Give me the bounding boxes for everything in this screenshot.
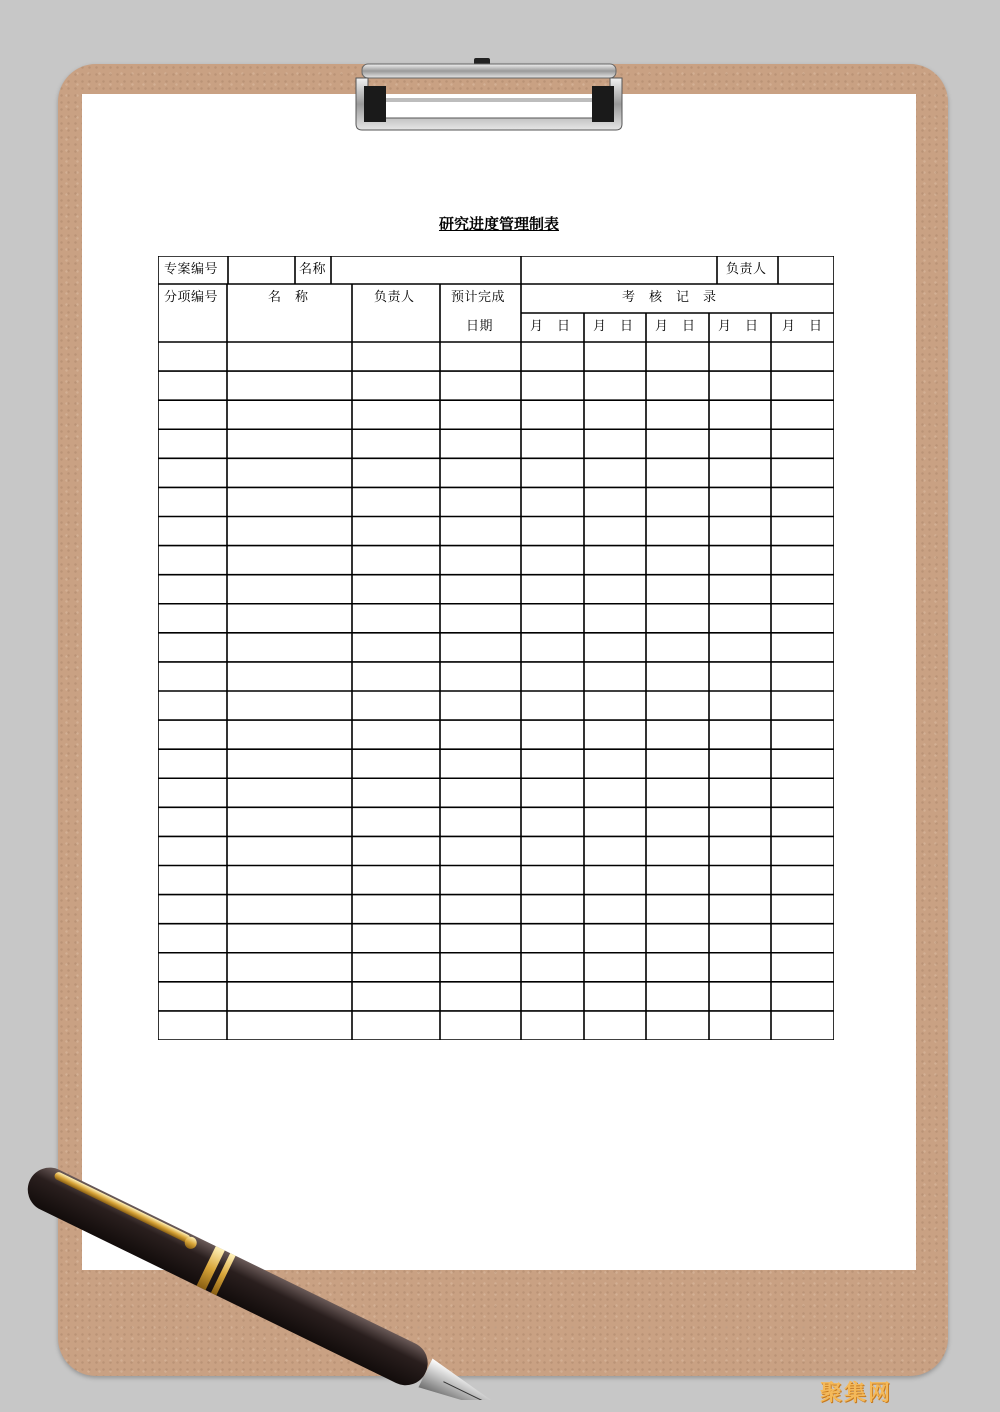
month-day-label-3: 月 日 (655, 319, 696, 334)
review-record-header: 考 核 记 录 (622, 290, 717, 305)
month-day-label-5: 月 日 (782, 319, 823, 334)
progress-table (158, 256, 834, 1040)
fountain-pen-icon (0, 1150, 540, 1400)
project-owner-label: 负责人 (726, 262, 767, 277)
project-name-label: 名称 (299, 262, 327, 277)
project-no-label: 专案编号 (164, 262, 219, 277)
clipboard-clip-icon (352, 58, 626, 132)
item-owner-header: 负责人 (374, 290, 415, 305)
item-no-header: 分项编号 (164, 290, 219, 305)
form-title: 研究进度管理制表 (438, 215, 559, 233)
watermark-text: 聚集网 (820, 1381, 893, 1406)
planned-done-header-line1: 预计完成 (451, 290, 506, 305)
planned-done-header-line2: 日期 (466, 319, 494, 334)
month-day-label-1: 月 日 (530, 319, 571, 334)
item-name-header: 名 称 (268, 290, 309, 305)
month-day-label-2: 月 日 (593, 319, 634, 334)
month-day-label-4: 月 日 (718, 319, 759, 334)
